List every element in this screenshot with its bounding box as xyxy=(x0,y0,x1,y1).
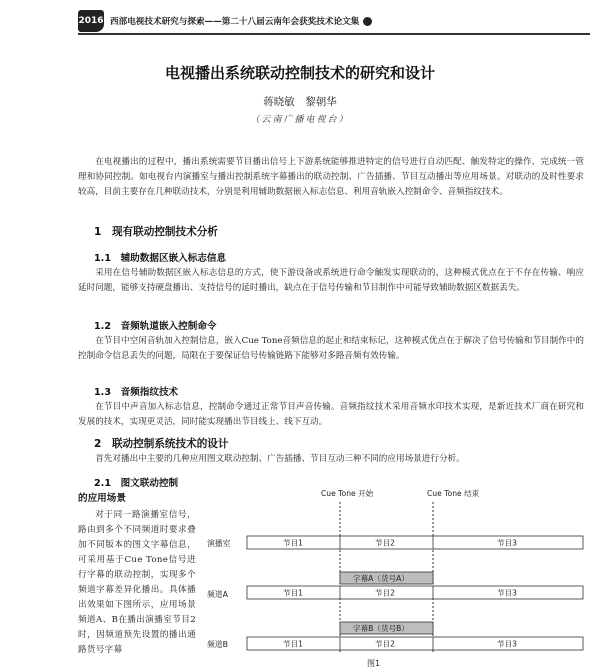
section-1-1-heading: 1.1 辅助数据区嵌入标志信息 xyxy=(94,253,227,264)
row-label-channel-a: 频道A xyxy=(207,590,228,599)
header-rule xyxy=(78,33,590,35)
channel-a-segment-2: 节目2 xyxy=(375,588,396,598)
authors: 蒋晓敏 黎朝华 xyxy=(263,96,337,108)
section-2-1-heading-line2: 的应用场景 xyxy=(78,493,126,504)
section-2-text: 首先对播出中主要的几种应用图文联动控制、广告插播、节目互动三种不同的应用场景进行分析。 xyxy=(95,454,465,464)
section-2-1-text: 对于同一路演播室信号，路由到多个不同频道时要求叠加不同版本的图文字幕信息，可采用基于Cue Tone信号进行字幕的联动控制，实现多个频道字幕差异化播出。具体播出效果如下图所示，应用场景频道A、B在播出演播室节目2时，因频道预先设置的播出通路货号字幕 xyxy=(78,510,196,655)
section-2-1-heading xyxy=(78,476,179,506)
channel-b-overlay-label: 字幕B（货号B） xyxy=(353,624,409,633)
section-1-3-text: 在节目中声音加入标志信息，控制命令通过正常节目声音传输。音频指纹技术采用音频水印技术实现，是新近技术厂商在研究和发展的技术，实现更灵活，同时能实现播出节目线上、线下互动。 xyxy=(78,402,584,427)
section-1-1-text: 采用在信号辅助数据区嵌入标志信息的方式，使下游设备或系统进行命令触发实现联动的，这种模式优点在于不存在传输、响应延时问题，能够支持硬盘播出、支持信号的延时播出，缺点在于信号传输和节目制作中可能导致辅助数据区数据丢失。 xyxy=(78,268,584,293)
studio-segment-1: 节目1 xyxy=(283,538,304,548)
cue-tone-end-label: Cue Tone 结束 xyxy=(427,489,480,498)
journal-title: 西部电视技术研究与探索——第二十八届云南年会获奖技术论文集 xyxy=(110,17,360,27)
section-1-heading: 1 现有联动控制技术分析 xyxy=(94,226,218,238)
section-1-2-heading: 1.2 音频轨道嵌入控制命令 xyxy=(94,321,217,332)
section-2-1-heading-line1: 2.1 图文联动控制 xyxy=(94,478,179,489)
studio-segment-2: 节目2 xyxy=(375,538,396,548)
section-2-heading: 2 联动控制系统技术的设计 xyxy=(94,438,229,450)
figure-caption: 图1 xyxy=(367,659,381,668)
abstract: 在电视播出的过程中，播出系统需要节目播出信号上下游系统能够推进特定的信号进行自动匹配、触发特定的操作，完成统一管理和协同控制。如电视台内演播室与播出控制系统字幕播出的联动控制、广告插播、节目互动播出等应用场景。对联动的及时性要求较高，目前主要存在几种联动技术，分别是利用辅助数据嵌入标志信息、利用音轨嵌入控制命令、音频指纹技术。 xyxy=(78,157,584,197)
running-header xyxy=(78,10,578,32)
cue-tone-start-label: Cue Tone 开始 xyxy=(321,489,374,498)
studio-segment-3: 节目3 xyxy=(497,538,518,548)
channel-a-overlay-label: 字幕A（货号A） xyxy=(353,574,409,583)
channel-a-segment-3: 节目3 xyxy=(497,588,518,598)
figure-1 xyxy=(205,484,593,670)
row-label-studio: 演播室 xyxy=(207,539,231,548)
year-badge: 2016 xyxy=(78,10,104,32)
section-1-3-heading: 1.3 音频指纹技术 xyxy=(94,387,179,398)
header-end-icon xyxy=(363,17,372,26)
section-1-2-text: 在节目中空闲音轨加入控制信息，嵌入Cue Tone音频信息的起止和结束标记，这种模式优点在于解决了信号传输和节目制作中的控制命令信息丢失的问题，局限在于要保证信号传输链路下能够对多路音频有效传输。 xyxy=(78,336,584,361)
row-label-channel-b: 频道B xyxy=(207,640,228,649)
channel-b-segment-2: 节目2 xyxy=(375,639,396,649)
paper-title: 电视播出系统联动控制技术的研究和设计 xyxy=(164,64,435,82)
channel-a-segment-1: 节目1 xyxy=(283,588,304,598)
channel-b-segment-1: 节目1 xyxy=(283,639,304,649)
affiliation: （云南广播电视台） xyxy=(250,115,350,125)
channel-b-segment-3: 节目3 xyxy=(497,639,518,649)
figure-1-diagram xyxy=(205,484,593,670)
